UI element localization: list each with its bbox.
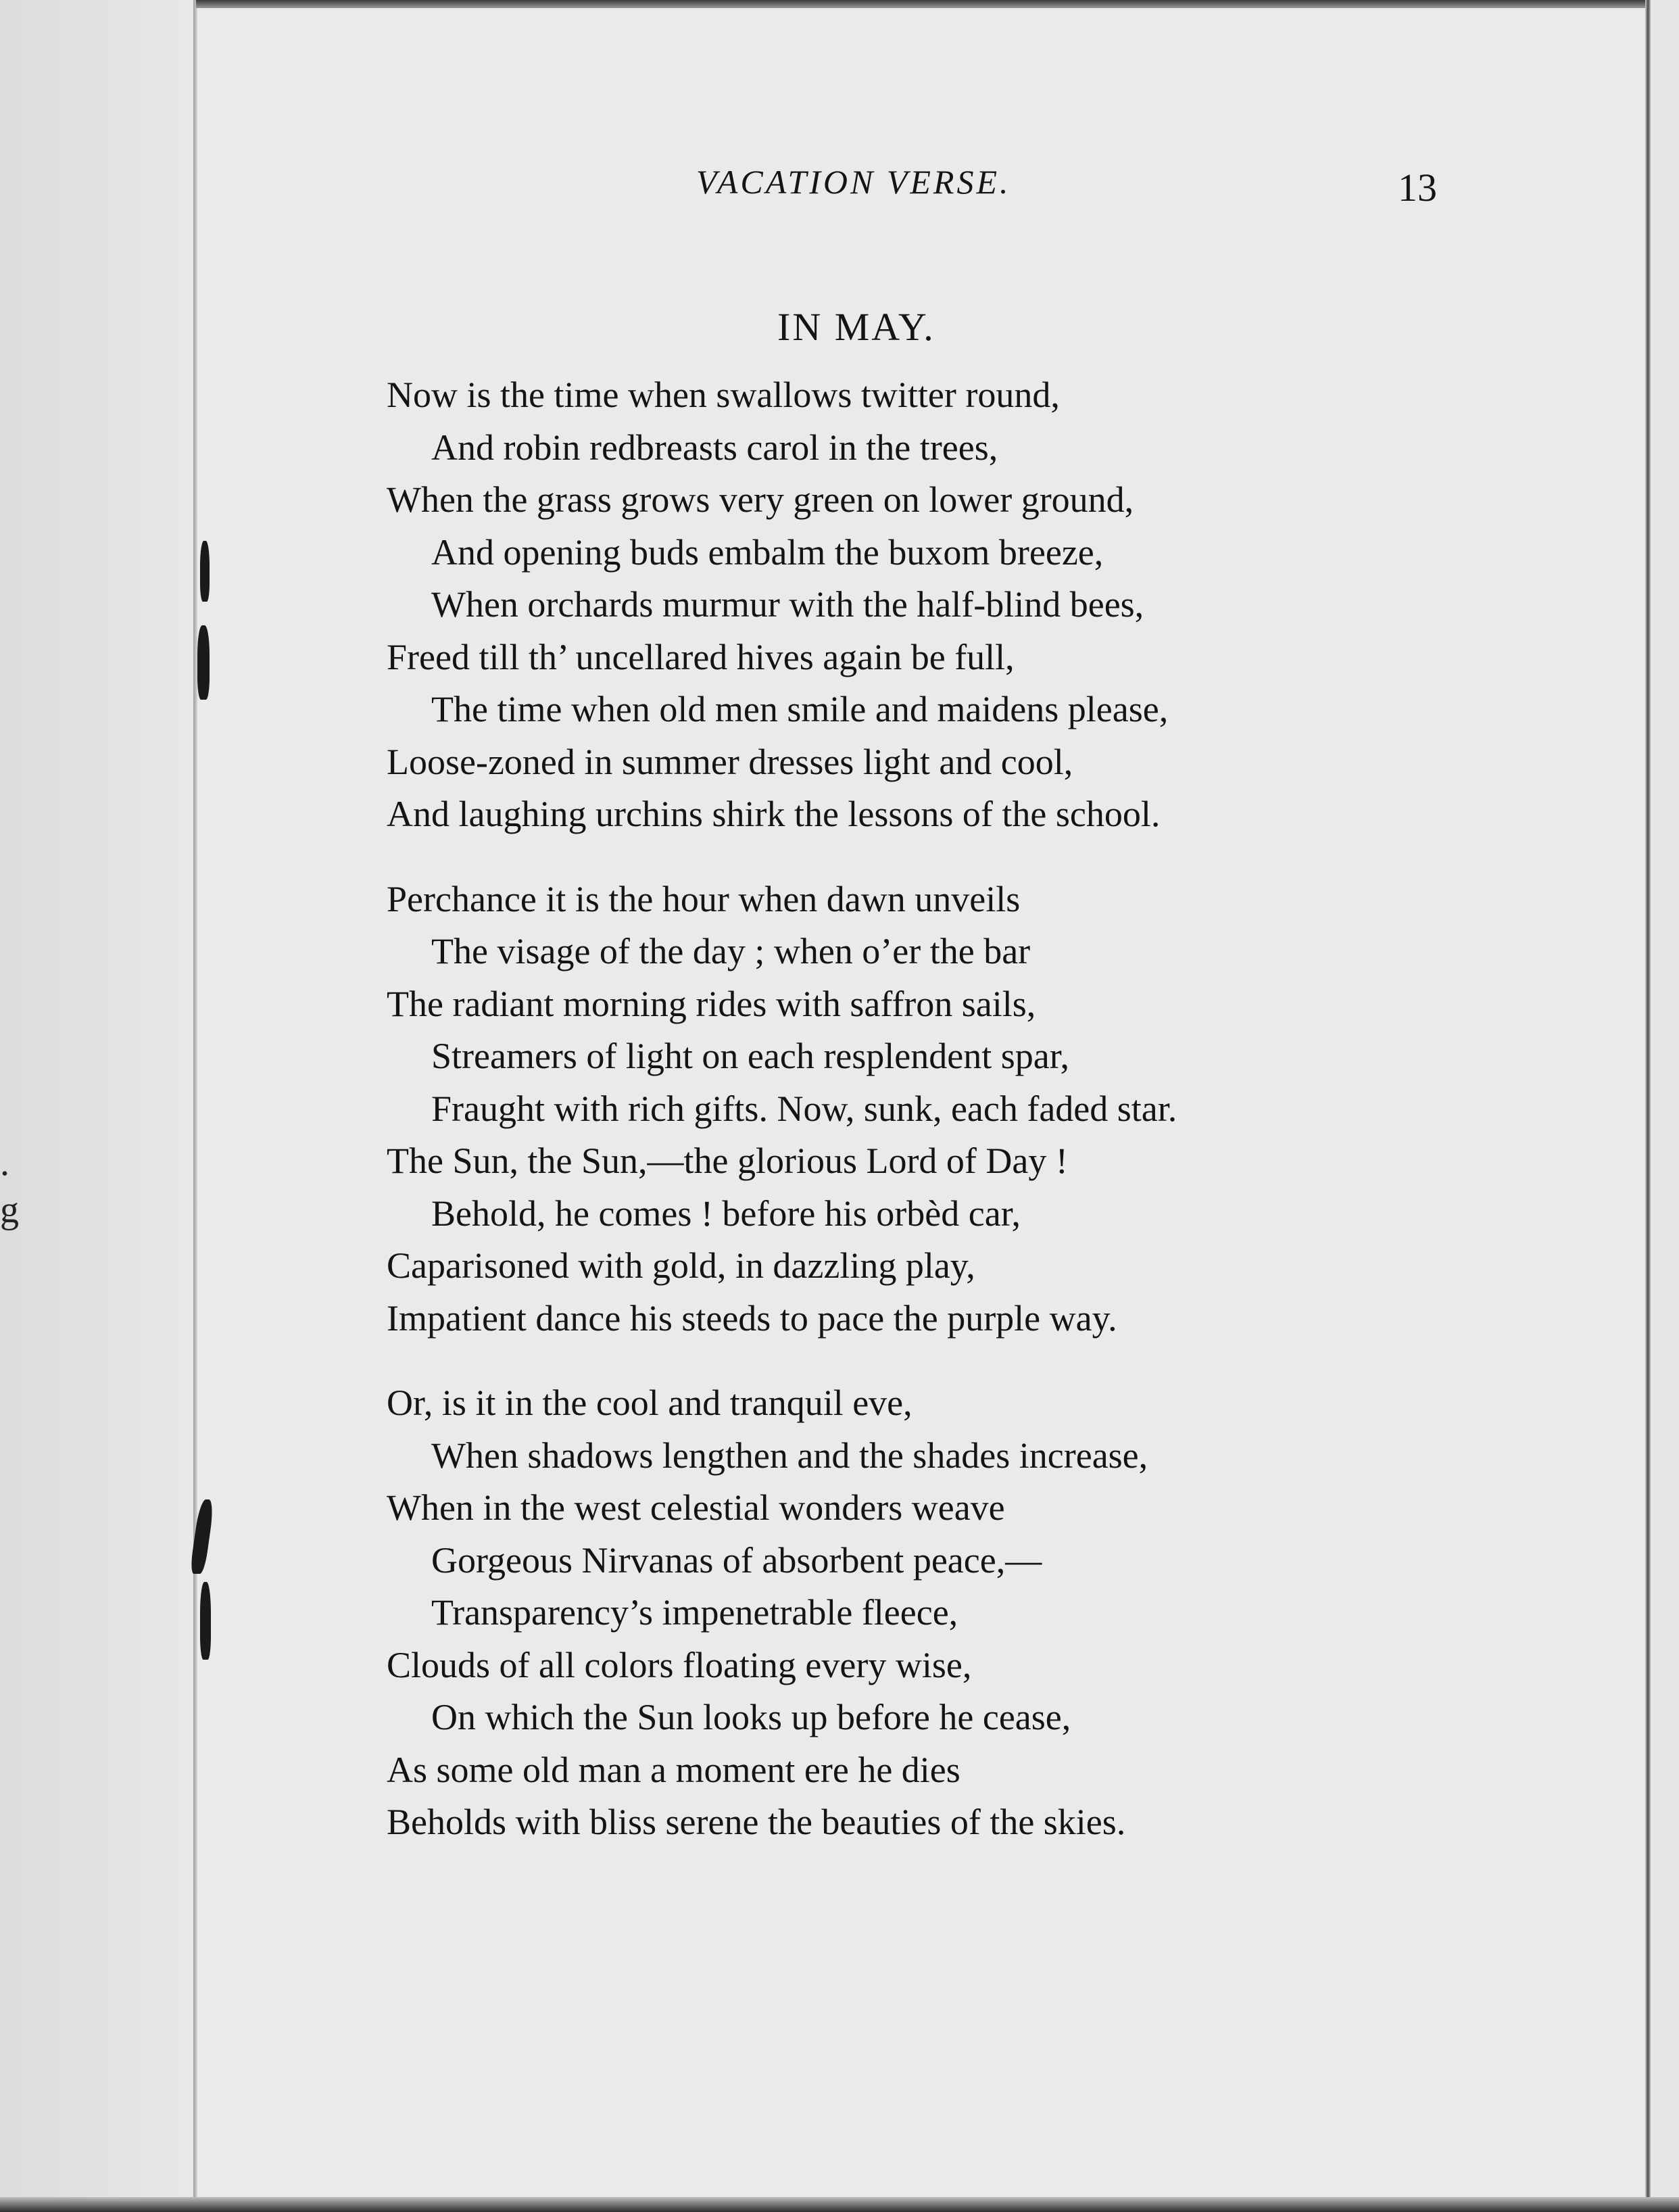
binding-mark (200, 541, 210, 602)
page-top-edge (196, 0, 1679, 8)
poem-line: When in the west celestial wonders weave (387, 1487, 1005, 1528)
stanza-2 (387, 873, 1644, 1345)
facing-page-fragment: g (0, 1189, 19, 1231)
poem-line: Streamers of light on each resplendent spar, (431, 1036, 1070, 1076)
poem-line: Perchance it is the hour when dawn unveils (387, 878, 1021, 919)
poem-body (387, 369, 1644, 1881)
running-title: VACATION VERSE. (696, 163, 1011, 201)
poem-line: Or, is it in the cool and tranquil eve, (387, 1382, 912, 1423)
poem-line: Beholds with bliss serene the beauties of the skies. (387, 1802, 1126, 1842)
poem-line: Fraught with rich gifts. Now, sunk, each faded star. (431, 1088, 1177, 1129)
poem-line: The visage of the day ; when o’er the bar (431, 931, 1031, 971)
poem-title: IN MAY. (777, 305, 935, 349)
poem-line: When shadows lengthen and the shades increase, (431, 1435, 1148, 1476)
poem-line: And laughing urchins shirk the lessons of the school. (387, 794, 1161, 834)
spine-fold (193, 0, 197, 2212)
poem-line: The radiant morning rides with saffron sails, (387, 983, 1036, 1024)
poem-line: Behold, he comes ! before his orbèd car, (431, 1193, 1021, 1234)
binding-mark (200, 1582, 211, 1660)
poem-line: And robin redbreasts carol in the trees, (431, 427, 998, 468)
stanza-1 (387, 369, 1644, 841)
facing-page-fragment: . (0, 1142, 9, 1184)
page-right-edge (1645, 0, 1651, 2212)
poem-line: Transparency’s impenetrable fleece, (431, 1592, 958, 1633)
stanza-3 (387, 1377, 1644, 1849)
poem-line: Loose-zoned in summer dresses light and cool, (387, 741, 1073, 782)
poem-line: Impatient dance his steeds to pace the purple way. (387, 1297, 1117, 1339)
poem-line: The Sun, the Sun,—the glorious Lord of Day ! (387, 1140, 1068, 1181)
scan-background-strip (1651, 0, 1679, 2212)
poem-line: Freed till th’ uncellared hives again be full, (387, 636, 1015, 677)
poem-line: The time when old men smile and maidens please, (431, 689, 1169, 729)
poem-line: As some old man a moment ere he dies (387, 1749, 960, 1790)
poem-line: Clouds of all colors floating every wise, (387, 1644, 972, 1685)
page-number: 13 (1398, 166, 1437, 210)
poem-line: Caparisoned with gold, in dazzling play, (387, 1245, 975, 1286)
binding-mark (197, 625, 210, 700)
facing-page-margin (0, 0, 193, 2212)
poem-line: When the grass grows very green on lower ground, (387, 479, 1134, 520)
poem-line: Now is the time when swallows twitter round, (387, 375, 1060, 415)
poem-line: Gorgeous Nirvanas of absorbent peace,— (431, 1539, 1042, 1581)
poem-line: On which the Sun looks up before he cease, (431, 1697, 1071, 1737)
page-bottom-edge (0, 2197, 1679, 2212)
poem-line: When orchards murmur with the half-blind bees, (431, 584, 1144, 625)
poem-line: And opening buds embalm the buxom breeze, (431, 531, 1104, 573)
